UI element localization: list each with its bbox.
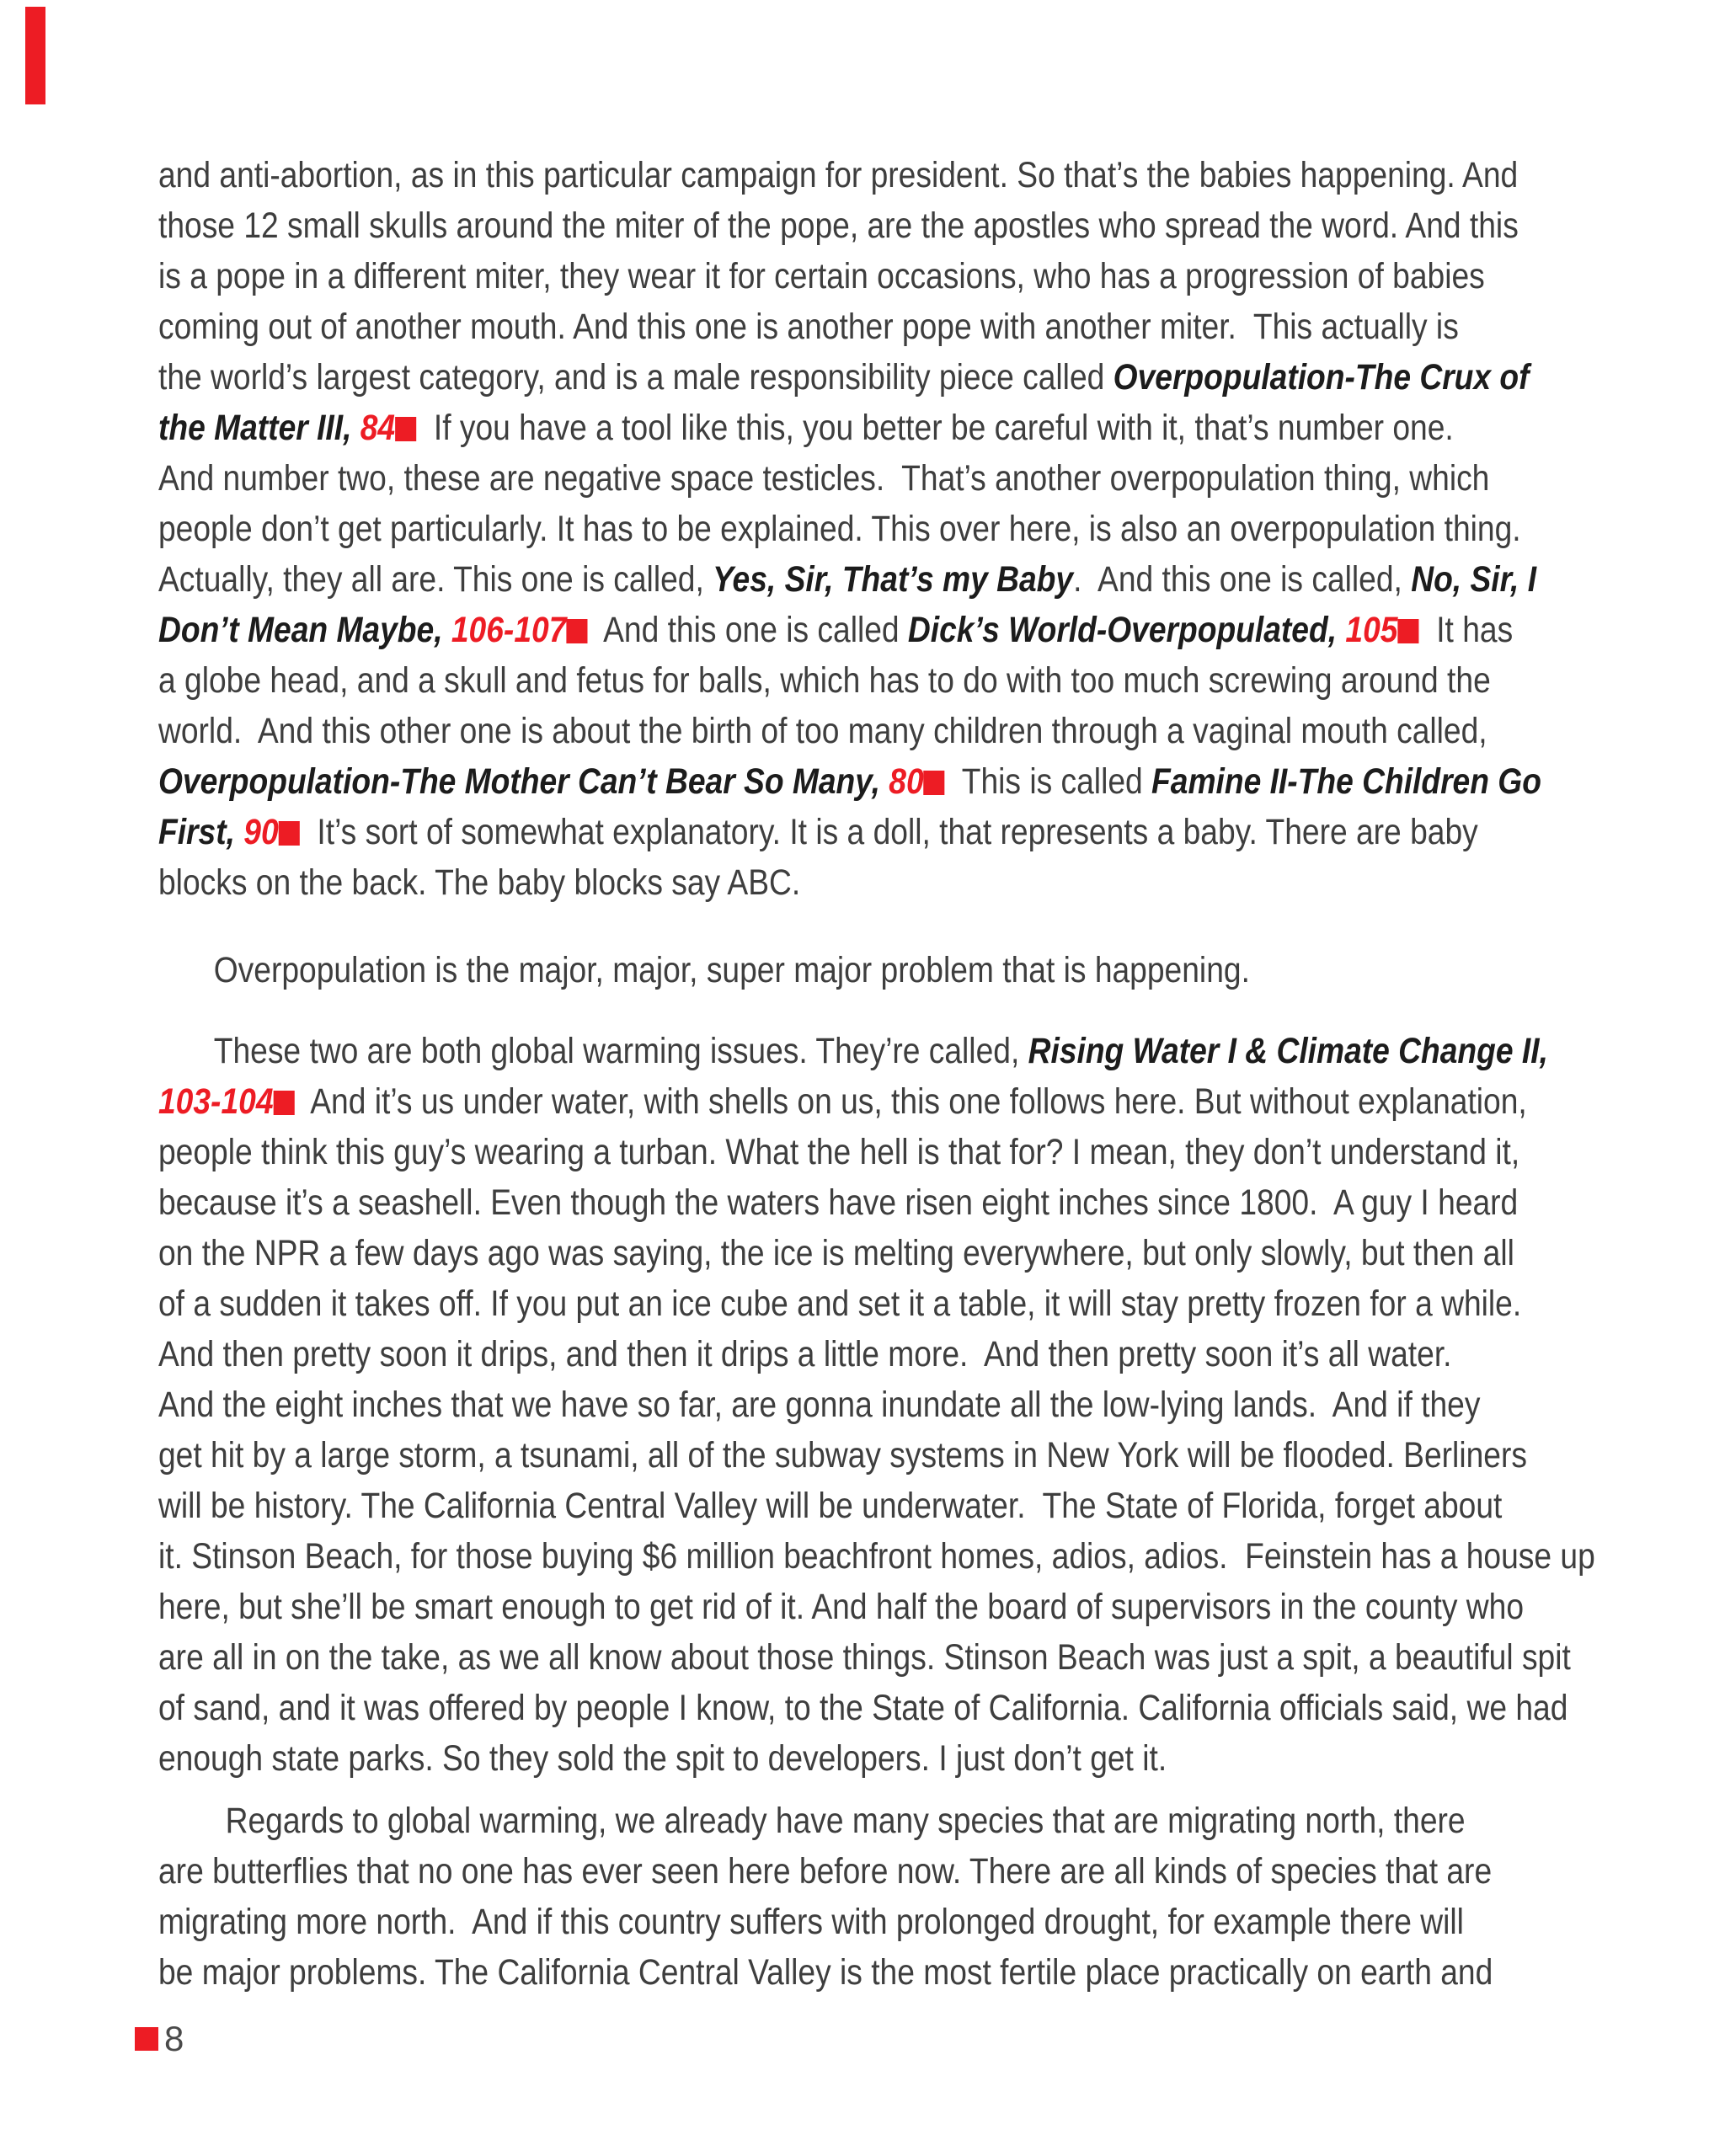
artwork-title: Dick’s World-Overpopulated, bbox=[907, 610, 1338, 650]
text-run: and anti-abortion, as in this particular campaign for president. So that’s the babies happening. And bbox=[158, 155, 1519, 195]
text-run: And it’s us under water, with shells on us, this one follows here. But without explanation, bbox=[294, 1081, 1527, 1122]
plate-marker-icon bbox=[279, 821, 300, 846]
text-run: on the NPR a few days ago was saying, the ice is melting everywhere, but only slowly, but then all bbox=[158, 1233, 1514, 1273]
text-run: This is called bbox=[944, 761, 1152, 802]
text-line bbox=[158, 1582, 1525, 1632]
plate-number: 103-104 bbox=[158, 1081, 274, 1122]
paragraph bbox=[158, 1026, 1595, 1784]
plate-number: 80 bbox=[879, 761, 924, 802]
text-run: And the eight inches that we have so far, are gonna inundate all the low-lying lands. And if they bbox=[158, 1385, 1481, 1425]
artwork-title: Overpopulation-The Crux of bbox=[1113, 357, 1530, 398]
text-run: the world’s largest category, and is a male responsibility piece called bbox=[158, 357, 1114, 398]
text-line bbox=[158, 756, 1541, 807]
plate-number: 90 bbox=[234, 812, 279, 852]
text-run: of sand, and it was offered by people I know, to the State of California. California officials said, we had bbox=[158, 1688, 1568, 1728]
text-line bbox=[158, 1076, 1527, 1127]
page-footer bbox=[135, 2021, 184, 2057]
text-run: coming out of another mouth. And this one is another pope with another miter. This actually is bbox=[158, 307, 1459, 347]
text-run: These two are both global warming issues. They’re called, bbox=[213, 1031, 1028, 1071]
text-run: it. Stinson Beach, for those buying $6 million beachfront homes, adios, adios. Feinstein has a house up bbox=[158, 1536, 1595, 1577]
text-line bbox=[158, 453, 1490, 504]
text-line bbox=[158, 1846, 1493, 1897]
text-line bbox=[158, 1683, 1568, 1733]
text-line bbox=[158, 1733, 1390, 1784]
text-run: Actually, they all are. This one is called, bbox=[158, 559, 713, 600]
text-run: of a sudden it takes off. If you put an ice cube and set it a table, it will stay pretty frozen for a while. bbox=[158, 1283, 1522, 1324]
text-line bbox=[158, 1430, 1527, 1481]
text-line bbox=[158, 1329, 1452, 1380]
text-run: are all in on the take, as we all know about those things. Stinson Beach was just a spit, a beautiful spit bbox=[158, 1637, 1571, 1678]
text-run: enough state parks. So they sold the spit to developers. I just don’t get it. bbox=[158, 1738, 1167, 1779]
text-line bbox=[158, 706, 1487, 756]
text-line bbox=[158, 1481, 1503, 1531]
text-run: be major problems. The California Central Valley is the most fertile place practically on earth and bbox=[158, 1952, 1493, 1993]
plate-marker-icon bbox=[924, 771, 945, 795]
text-line bbox=[158, 504, 1521, 554]
plate-marker-icon bbox=[1397, 619, 1418, 643]
paragraph bbox=[158, 1796, 1582, 1998]
text-run: blocks on the back. The baby blocks say ABC. bbox=[158, 862, 801, 903]
text-run: And this one is called bbox=[587, 610, 908, 650]
text-line bbox=[158, 1947, 1493, 1998]
text-line bbox=[158, 1177, 1519, 1228]
text-run: migrating more north. And if this country suffers with prolonged drought, for example there will bbox=[158, 1902, 1464, 1942]
text-run: world. And this other one is about the birth of too many children through a vaginal mouth called, bbox=[158, 711, 1487, 751]
text-run: . And this one is called, bbox=[1073, 559, 1412, 600]
text-line bbox=[158, 352, 1530, 403]
text-run: those 12 small skulls around the miter of the pope, are the apostles who spread the word. And this bbox=[158, 205, 1519, 246]
text-line bbox=[158, 554, 1537, 605]
page-body bbox=[158, 150, 1595, 1998]
text-line bbox=[158, 251, 1485, 302]
text-run: And then pretty soon it drips, and then it drips a little more. And then pretty soon it’s all water. bbox=[158, 1334, 1452, 1374]
text-line bbox=[158, 945, 1390, 995]
artwork-title: First, bbox=[158, 812, 235, 852]
plate-number: 105 bbox=[1337, 610, 1398, 650]
plate-number: 106-107 bbox=[442, 610, 567, 650]
text-run: will be history. The California Central Valley will be underwater. The State of Florida, forget about bbox=[158, 1486, 1503, 1526]
paragraph bbox=[158, 945, 1582, 995]
text-line bbox=[158, 655, 1491, 706]
text-line bbox=[158, 1228, 1514, 1278]
text-line bbox=[158, 1796, 1466, 1846]
text-line bbox=[158, 150, 1519, 200]
text-line bbox=[158, 1531, 1595, 1582]
text-line bbox=[158, 1127, 1520, 1177]
artwork-title: Overpopulation-The Mother Can’t Bear So Many, bbox=[158, 761, 880, 802]
paragraph bbox=[158, 150, 1582, 908]
text-run: And number two, these are negative space testicles. That’s another overpopulation thing, which bbox=[158, 458, 1490, 499]
text-run: If you have a tool like this, you better be careful with it, that’s number one. bbox=[416, 408, 1454, 448]
text-line bbox=[158, 1026, 1548, 1076]
text-line bbox=[158, 1380, 1481, 1430]
artwork-title: Don’t Mean Maybe, bbox=[158, 610, 443, 650]
text-run: are butterflies that no one has ever seen here before now. There are all kinds of species that are bbox=[158, 1851, 1493, 1892]
text-line bbox=[158, 302, 1459, 352]
artwork-title: the Matter III, bbox=[158, 408, 352, 448]
text-run: people don’t get particularly. It has to be explained. This over here, is also an overpopulation thing. bbox=[158, 509, 1521, 549]
page-number: 8 bbox=[164, 2019, 184, 2058]
top-left-red-tab bbox=[25, 7, 45, 104]
text-run: a globe head, and a skull and fetus for balls, which has to do with too much screwing around the bbox=[158, 660, 1491, 701]
plate-marker-icon bbox=[274, 1091, 295, 1115]
text-run: people think this guy’s wearing a turban. What the hell is that for? I mean, they don’t understand it, bbox=[158, 1132, 1520, 1172]
artwork-title: Famine II-The Children Go bbox=[1151, 761, 1541, 802]
plate-marker-icon bbox=[395, 417, 416, 441]
text-run: It has bbox=[1418, 610, 1514, 650]
text-run: here, but she’ll be smart enough to get rid of it. And half the board of supervisors in the county who bbox=[158, 1587, 1525, 1627]
plate-marker-icon bbox=[566, 619, 587, 643]
text-line bbox=[158, 200, 1519, 251]
text-run: get hit by a large storm, a tsunami, all of the subway systems in New York will be flooded. Berliners bbox=[158, 1435, 1527, 1476]
text-line bbox=[158, 605, 1514, 655]
text-line bbox=[158, 1278, 1522, 1329]
artwork-title: Rising Water I & Climate Change II, bbox=[1028, 1031, 1548, 1071]
text-run: It’s sort of somewhat explanatory. It is a doll, that represents a baby. There are baby bbox=[299, 812, 1478, 852]
plate-number: 84 bbox=[351, 408, 396, 448]
page-marker-icon bbox=[135, 2027, 158, 2051]
text-line bbox=[158, 403, 1454, 453]
text-line bbox=[158, 807, 1478, 857]
text-run: Overpopulation is the major, major, super major problem that is happening. bbox=[213, 950, 1250, 990]
text-run: because it’s a seashell. Even though the waters have risen eight inches since 1800. A guy I heard bbox=[158, 1182, 1519, 1223]
text-line bbox=[158, 857, 1390, 908]
text-line bbox=[158, 1897, 1464, 1947]
artwork-title: Yes, Sir, That’s my Baby bbox=[713, 559, 1074, 600]
artwork-title: No, Sir, I bbox=[1411, 559, 1537, 600]
text-run: is a pope in a different miter, they wear it for certain occasions, who has a progression of babies bbox=[158, 256, 1485, 296]
text-line bbox=[158, 1632, 1571, 1683]
text-run: Regards to global warming, we already have many species that are migrating north, there bbox=[225, 1801, 1466, 1841]
